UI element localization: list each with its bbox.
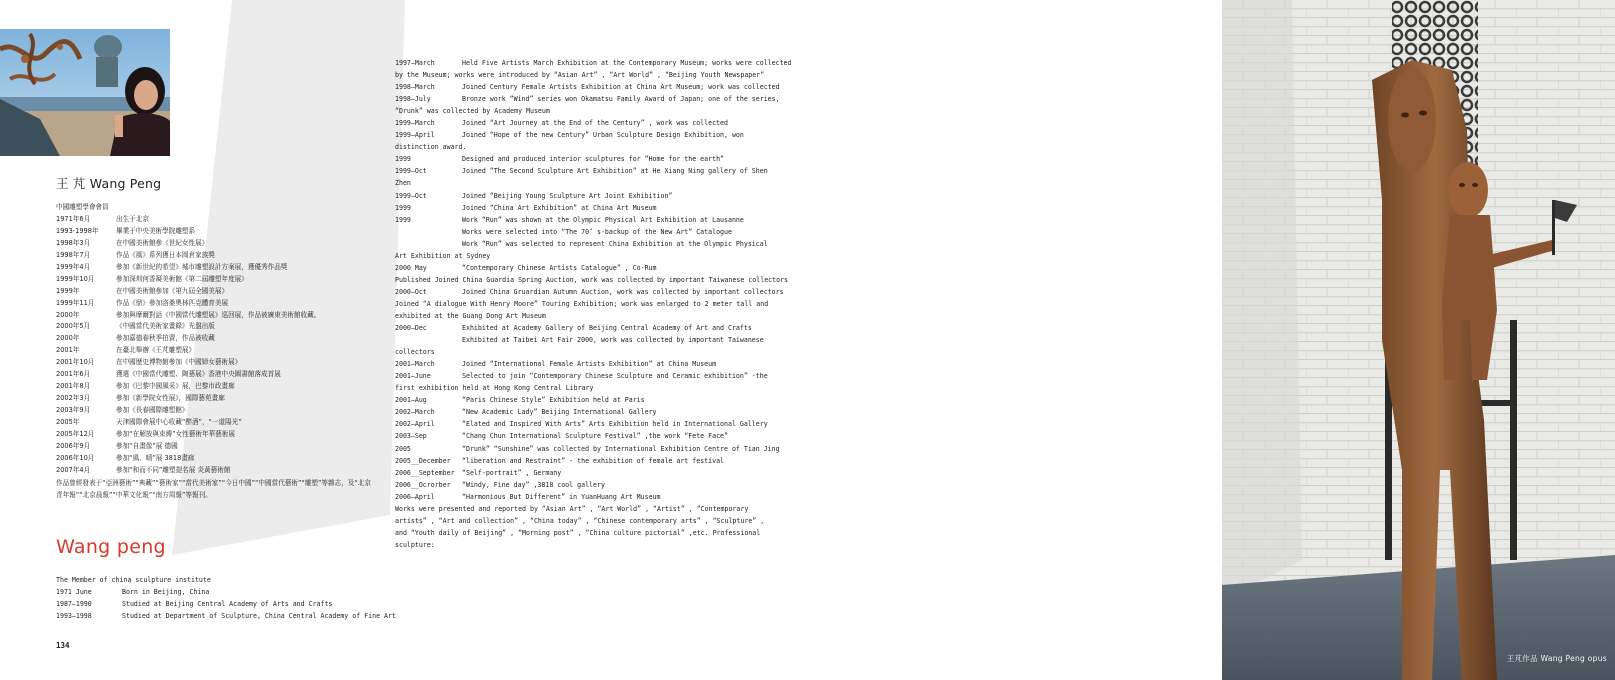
cn-bio-entry — [56, 357, 376, 369]
cn-bio-entry — [56, 310, 376, 322]
cn-bio-text: 畢業于中央美術學院雕塑系 — [116, 226, 196, 235]
en-bio-text: Studied at Department of Sculpture, China Central Academy of Fine Art — [122, 611, 396, 620]
en-bio-text: Born in Beijing, China — [122, 587, 210, 596]
exhibition-text: Joined “International Female Artists Exhibition” at China Museum — [462, 360, 717, 369]
cn-bio-text: 作品《風》系列獲日本岡倉家族獎 — [116, 250, 215, 259]
exhibition-date: 2006__Ocrorber — [395, 480, 451, 489]
cn-bio-text: 獲選《中國當代雕塑、陶藝展》香港中央圖書館落成首展 — [116, 370, 281, 379]
english-biography-exhibitions — [395, 57, 792, 551]
exhibition-continuation: “Drunk” was collected by Academy Museum — [395, 107, 550, 116]
cn-bio-text: 參加《新世紀的希望》城市雕塑設計方案展，獲優秀作品獎 — [116, 262, 288, 271]
cn-bio-date: 2005年 — [56, 417, 80, 426]
exhibition-continuation: Works were presented and reported by “Asian Art” , “Art World” , “Artist” , “Contemporary — [395, 504, 749, 513]
exhibition-continuation: Joined “A dialogue With Henry Moore” Touring Exhibition; work was enlarged to 2 meter tall and — [395, 299, 769, 308]
exhibition-text: Designed and produced interior sculptures for “Home for the earth” — [462, 155, 725, 164]
exhibition-date: 2001—March — [395, 360, 435, 369]
cn-bio-entry — [56, 345, 376, 357]
exhibition-entry — [395, 322, 755, 334]
exhibition-date: 1999 — [395, 203, 411, 212]
cn-bio-entry — [56, 286, 376, 298]
en-bio-heading: The Member of china sculpture institute — [56, 576, 211, 584]
exhibition-date: 2005__December — [395, 456, 451, 465]
cn-bio-entry — [56, 238, 376, 250]
cn-bio-text: 參加《新學院女性展》，國際藝苑畫廊 — [116, 394, 225, 403]
cn-bio-text: 參加“和而不同”雕塑提名展 炎黃藝術館 — [116, 465, 231, 474]
exhibition-entry — [395, 226, 755, 238]
exhibition-text: Works were selected into “The 70’ s-backup of the New Art” Catalogue — [462, 227, 732, 236]
cn-bio-text: 參加嘉德春秋季拍賣，作品被收藏 — [116, 334, 215, 343]
artist-name-chinese: 王 芃 Wang Peng — [56, 176, 162, 191]
exhibition-entry — [395, 214, 755, 226]
exhibition-text: Joined “The Second Sculpture Art Exhibition” at He Xiang Ning gallery of Shen — [462, 167, 768, 176]
cn-bio-entry — [56, 465, 376, 477]
cn-bio-date: 1998年3月 — [56, 238, 91, 247]
exhibition-text: “Windy, Fine day” ,3818 cool gallery — [462, 480, 605, 489]
cn-bio-date: 2007年4月 — [56, 465, 91, 474]
exhibition-entry — [395, 443, 780, 455]
cn-bio-text: 在中國美術館參加《第九屆全國美展》 — [116, 286, 229, 295]
cn-bio-footer: 作品曾經發表于“亞洲藝術”“典藏”“藝術家”“當代美術家”“今日中國”“中國當代藝術”“雕塑”等雜志，及“北京青年報”“北京晨報”“中華文化報”“南方周報”等報刊。 — [56, 478, 371, 499]
exhibition-text: Work “Run” was selected to represent China Exhibition at the Olympic Physical — [462, 239, 768, 248]
exhibition-entry — [395, 418, 768, 430]
exhibition-entry — [395, 491, 755, 503]
exhibition-entry — [395, 467, 755, 479]
exhibition-text: “Drunk” “Sunshine” was collected by International Exhibition Centre of Tian Jing — [462, 444, 780, 453]
cn-bio-date: 2001年8月 — [56, 382, 91, 391]
exhibition-continuation: artists” , “Art and collection” , “China today” , “Chinese contemporary arts” , “Sculpture” , — [395, 516, 765, 525]
exhibition-text: Joined “Hope of the new Century” Urban Sculpture Design Exhibition, won — [462, 131, 744, 140]
exhibition-text: Joined “Beijing Young Sculpture Art Joint Exhibition” — [462, 191, 673, 200]
cn-bio-entry — [56, 262, 376, 274]
exhibition-text: “Harmonious But Different” in YuanHuang Art Museum — [462, 492, 661, 501]
exhibition-continuation: Art Exhibition at Sydney — [395, 251, 491, 260]
cn-bio-date: 1998年7月 — [56, 250, 91, 259]
cn-bio-text: 出生于北京 — [116, 215, 149, 223]
cn-bio-entry — [56, 417, 376, 429]
cn-bio-text: 天津國際會展中心收藏“醉酒”，“一道陽光” — [116, 417, 242, 426]
exhibition-text: Exhibited at Academy Gallery of Beijing Central Academy of Art and Crafts — [462, 324, 752, 333]
exhibition-entry — [395, 370, 768, 382]
exhibition-text: “liberation and Restraint” - the exhibition of female art festival — [462, 456, 725, 465]
exhibition-text: “Contemporary Chinese Artists Catalogue” , Co-Rum — [462, 263, 657, 272]
exhibition-date: 1999 — [395, 215, 411, 224]
exhibition-date: 2000 May — [395, 263, 427, 272]
exhibition-date: 2005 — [395, 444, 411, 453]
exhibition-text: Joined China Gruardian Autumn Auction, work was collected by important collectors — [462, 287, 784, 296]
cn-bio-text: 參加《巴黎中國風采》展，巴黎市政畫廊 — [116, 382, 235, 391]
cn-bio-entry — [56, 393, 376, 405]
exhibition-entry — [395, 262, 755, 274]
cn-bio-date: 2000年 — [56, 310, 80, 319]
chinese-biography — [56, 202, 376, 501]
exhibition-date: 1998—March — [395, 83, 435, 92]
exhibition-entry — [395, 153, 755, 165]
cn-bio-text: 在中國美術館參《世紀女性展》 — [116, 238, 209, 247]
cn-bio-date: 2006年9月 — [56, 441, 91, 450]
exhibition-entry — [395, 129, 755, 141]
exhibition-text: Exhibited at Taibei Art Fair 2000, work was collected by important Taiwanese — [462, 336, 764, 345]
cn-bio-text: 參加深圳何香凝美術館《第二屆雕塑年度展》 — [116, 274, 248, 283]
cn-bio-text: 在臺北舉辦《王芃雕塑展》 — [116, 346, 196, 355]
cn-bio-date: 2003年9月 — [56, 406, 91, 414]
exhibition-entry — [395, 286, 784, 298]
exhibition-text: “Self-portrait” , Germany — [462, 468, 562, 477]
exhibition-continuation: Published Joined China Guardia Spring Auction, work was collected by important Taiwanese collectors — [395, 275, 789, 284]
cn-bio-entry — [56, 226, 376, 238]
en-bio-date: 1993—1998 — [56, 611, 92, 620]
cn-bio-entry — [56, 453, 376, 465]
exhibition-text: “Elated and Inspired With Arts” Arts Exhibition held in International Gallery — [462, 420, 768, 429]
cn-bio-heading: 中國雕塑學會會員 — [56, 203, 109, 211]
exhibition-text: Held Five Artists March Exhibition at the Contemporary Museum; works were collected — [462, 59, 792, 67]
cn-bio-date: 2000年5月 — [56, 322, 91, 331]
exhibition-entry — [395, 190, 755, 202]
exhibition-date: 1999 — [395, 155, 411, 164]
en-bio-text: Studied at Beijing Central Academy of Arts and Crafts — [122, 599, 333, 608]
exhibition-date — [395, 226, 462, 238]
exhibition-entry — [395, 394, 755, 406]
exhibition-entry — [395, 81, 780, 93]
exhibition-entry — [395, 334, 764, 346]
cn-bio-date: 1993-1998年 — [56, 226, 99, 235]
exhibition-text: Joined Century Female Artists Exhibition at China Art Museum; work was collected — [462, 83, 780, 92]
cn-bio-entry — [56, 250, 376, 262]
exhibition-entry — [395, 406, 755, 418]
exhibition-continuation: exhibited at the Guang Dong Art Museum — [395, 311, 546, 320]
exhibition-entry — [395, 238, 768, 250]
sculpture-photo — [1222, 0, 1615, 680]
exhibition-entry — [395, 57, 792, 69]
exhibition-date: 1999—April — [395, 131, 435, 140]
cn-bio-date: 2006年10月 — [56, 453, 95, 462]
exhibition-date: 2000—Dec — [395, 324, 427, 333]
cn-bio-entry — [56, 441, 376, 453]
exhibition-continuation: by the Museum; works were introduced by “Asian Art” , “Art World” , “Beijing Youth Newspaper” — [395, 71, 765, 80]
exhibition-entry — [395, 165, 768, 177]
en-bio-entry — [56, 599, 376, 611]
cn-bio-date: 2000年 — [56, 334, 80, 343]
cn-bio-date: 2005年12月 — [56, 429, 95, 438]
cn-bio-entry — [56, 369, 376, 381]
cn-bio-date: 1999年4月 — [56, 262, 91, 271]
exhibition-continuation: and “Youth daily of Beijing” , “Morning post” , “China culture pictorial” ,etc. Professional — [395, 528, 761, 537]
exhibition-text: Work “Run” was shown at the Olympic Physical Art Exhibition at Lausanne — [462, 215, 744, 224]
cn-bio-entry — [56, 274, 376, 286]
exhibition-date: 2002—March — [395, 408, 435, 417]
cn-bio-date: 1999年10月 — [56, 274, 95, 283]
exhibition-entry — [395, 202, 755, 214]
cn-bio-entry — [56, 405, 376, 417]
cn-bio-date: 2002年3月 — [56, 394, 91, 403]
exhibition-date: 2000—Oct — [395, 287, 427, 296]
cn-bio-text: 參加“風、晴”展 3818畫廊 — [116, 453, 195, 462]
artist-portrait — [0, 29, 170, 156]
exhibition-date: 2006—April — [395, 492, 435, 501]
cn-bio-entry — [56, 381, 376, 393]
exhibition-continuation: collectors — [395, 348, 435, 357]
exhibition-continuation: distinction award. — [395, 143, 467, 152]
exhibition-date: 1997—March — [395, 59, 435, 67]
exhibition-date — [395, 238, 462, 250]
exhibition-date: 2001—June — [395, 372, 431, 381]
exhibition-continuation: first exhibition held at Hong Kong Central Library — [395, 384, 594, 393]
exhibition-date: 2001—Aug — [395, 396, 427, 405]
exhibition-entry — [395, 430, 755, 442]
cn-bio-date: 1999年11月 — [56, 298, 95, 307]
exhibition-text: Joined “China Art Exhibition” at China Art Museum — [462, 203, 657, 212]
english-biography-intro — [56, 575, 396, 623]
exhibition-text: Selected to join “Contemporary Chinese Sculpture and Ceramic exhibition” -the — [462, 372, 768, 381]
exhibition-date: 2006__September — [395, 468, 455, 477]
cn-bio-entry — [56, 321, 376, 333]
exhibition-text: “Chang Chun International Sculpture Festival” ,the work “Fete Face” — [462, 432, 728, 441]
en-bio-date: 1971 June — [56, 587, 92, 596]
artist-name-english: Wang peng — [56, 536, 166, 558]
cn-bio-entry — [56, 429, 376, 441]
exhibition-text: Bronze work “Wind” series won Okamatsu Family Award of Japan; one of the series, — [462, 95, 780, 104]
exhibition-date: 1999—March — [395, 119, 435, 128]
exhibition-date: 1999—Oct — [395, 167, 427, 176]
cn-bio-text: 參加“自畫像”展 德國 — [116, 441, 178, 450]
exhibition-text: “Paris Chinese Style” Exhibition held at Paris — [462, 396, 645, 405]
exhibition-entry — [395, 93, 780, 105]
en-bio-date: 1987—1990 — [56, 599, 92, 608]
exhibition-entry — [395, 117, 755, 129]
cn-bio-entry — [56, 333, 376, 345]
exhibition-entry — [395, 479, 755, 491]
cn-bio-date: 1999年 — [56, 286, 80, 295]
page-number: 134 — [56, 641, 70, 650]
cn-bio-text: 參加與摩爾對話《中國當代雕塑展》巡回展，作品被廣東美術館收藏。 — [116, 310, 321, 319]
cn-bio-text: 《中國當代美術家畫錄》光盤出版 — [116, 322, 215, 331]
cn-bio-date: 1971年6月 — [56, 215, 91, 223]
cn-bio-entry — [56, 298, 376, 310]
cn-bio-entry — [56, 214, 376, 226]
exhibition-date: 1999—Oct — [395, 191, 427, 200]
cn-bio-date: 2001年10月 — [56, 358, 95, 367]
exhibition-text: Joined “Art Journey at the End of the Century” , work was collected — [462, 119, 728, 128]
cn-bio-text: 參加《長春國際雕塑館》 — [116, 406, 189, 414]
exhibition-continuation: Zhen — [395, 179, 411, 188]
exhibition-text: “New Academic Lady” Beijing International Gallery — [462, 408, 657, 417]
cn-bio-date: 2001年 — [56, 346, 80, 355]
exhibition-continuation: sculpture: — [395, 540, 435, 549]
cn-bio-date: 2001年6月 — [56, 370, 91, 379]
exhibition-date: 2003—Sep — [395, 432, 427, 441]
exhibition-date: 1998—July — [395, 95, 431, 104]
exhibition-date — [395, 334, 462, 346]
en-bio-entry — [56, 587, 376, 599]
cn-bio-text: 參加“在解放與束縛”女性藝術年華藝術展 — [116, 429, 235, 438]
exhibition-date: 2002—April — [395, 420, 435, 429]
exhibition-entry — [395, 455, 755, 467]
exhibition-entry — [395, 358, 755, 370]
en-bio-entry — [56, 611, 396, 623]
cn-bio-text: 作品《鼎》參加洛桑奧林匹克體育美展 — [116, 298, 229, 307]
photo-caption: 王芃作品 Wang Peng opus — [1506, 654, 1607, 663]
cn-bio-text: 在中國歷史博物館參加《中國婦女藝術展》 — [116, 358, 242, 367]
